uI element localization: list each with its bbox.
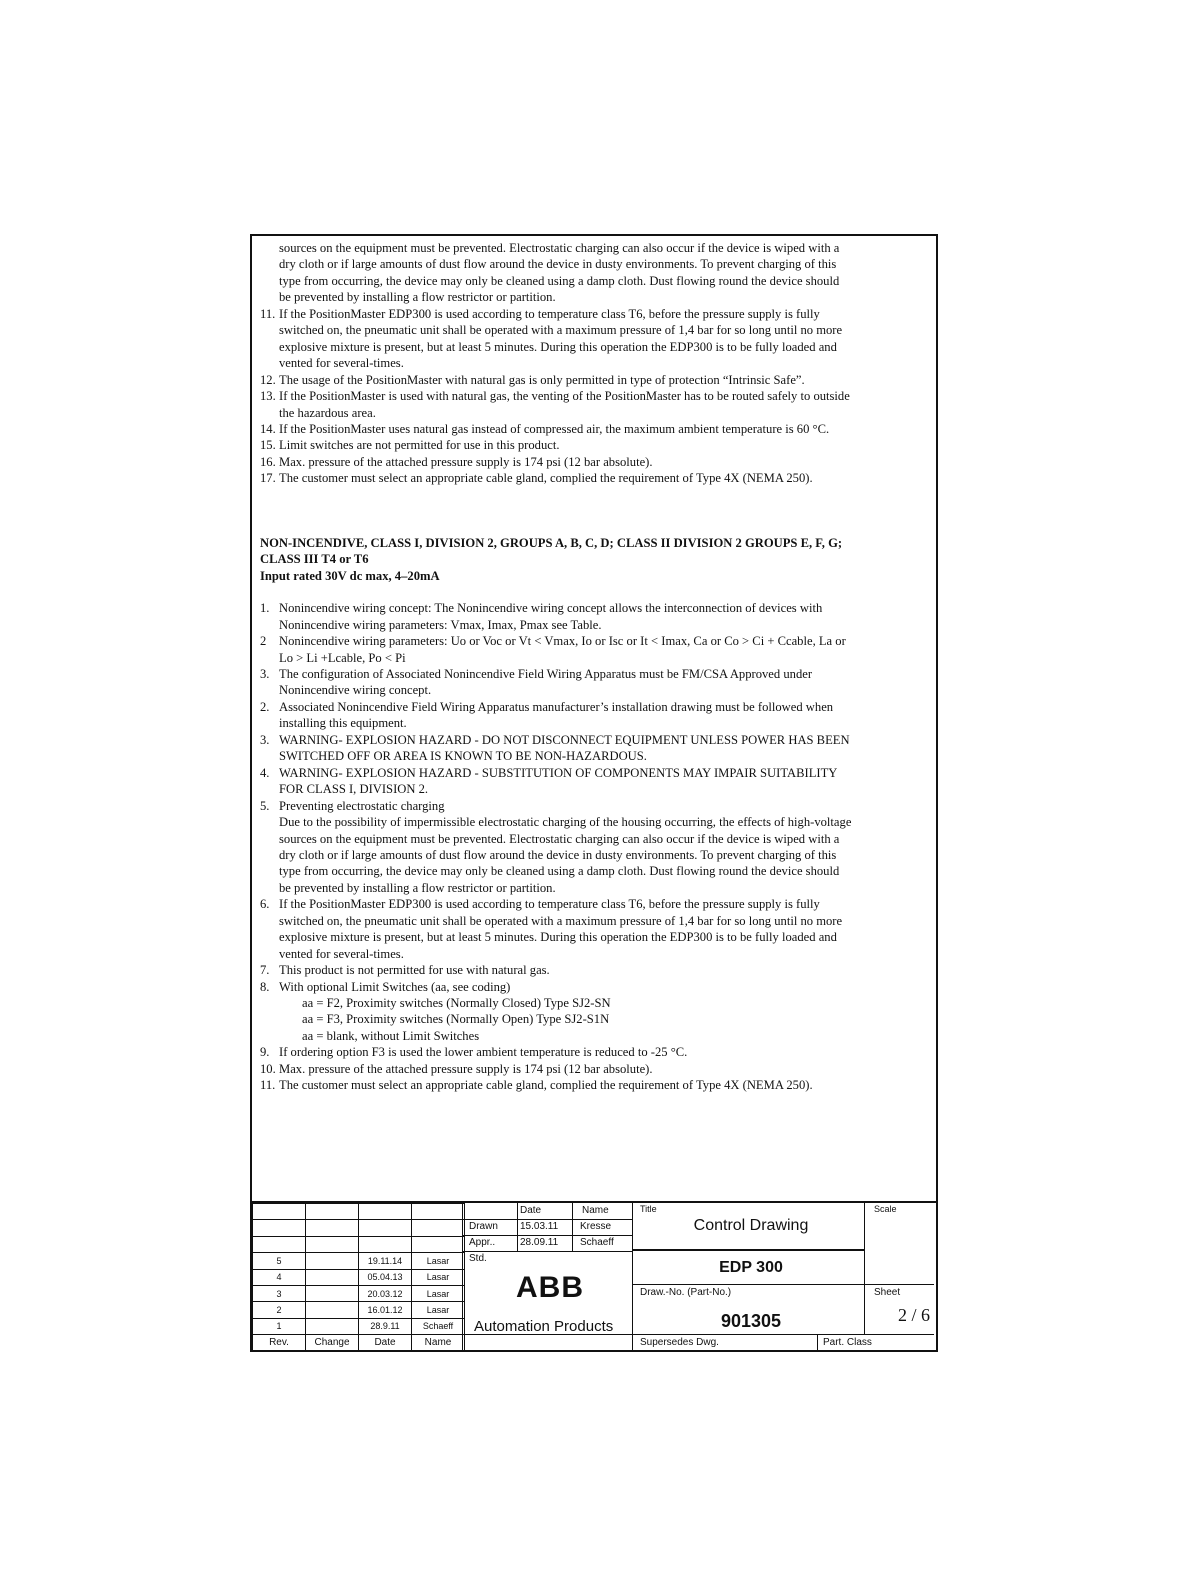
appr-label: Appr.. <box>469 1237 496 1248</box>
list-item-number: 10. <box>260 1061 276 1076</box>
list-item-line: Nonincendive wiring parameters: Vmax, Imax, Pmax see Table. <box>279 617 602 632</box>
revision-change <box>306 1253 359 1269</box>
revision-header-date: Date <box>359 1335 412 1351</box>
list-subitem: aa = blank, without Limit Switches <box>302 1028 480 1043</box>
revision-change <box>306 1318 359 1334</box>
revision-cell <box>253 1220 306 1236</box>
std-label: Std. <box>469 1253 487 1264</box>
list-item <box>260 765 930 798</box>
title-block <box>252 1201 936 1352</box>
list-item-line: dry cloth or if large amounts of dust flow around the device in dusty environments. To prevent charging of this <box>279 847 837 862</box>
list-item-number: 12. <box>260 372 276 387</box>
list-item <box>260 388 930 421</box>
spacer <box>260 487 930 535</box>
revision-cell <box>306 1220 359 1236</box>
list-item-line: switched on, the pneumatic unit shall be operated with a maximum pressure of 1,4 bar for so long until no more <box>279 323 843 338</box>
product-name: EDP 300 <box>719 1259 783 1276</box>
list-item-line: If the PositionMaster EDP300 is used according to temperature class T6, before the pressure supply is fully <box>279 306 820 321</box>
list-subitem: aa = F2, Proximity switches (Normally Closed) Type SJ2-SN <box>302 996 611 1011</box>
revision-row <box>253 1302 465 1318</box>
list-item-line: Nonincendive wiring concept. <box>279 683 432 698</box>
paragraph-line: dry cloth or if large amounts of dust flow around the device in dusty environments. To prevent charging of this <box>279 257 837 272</box>
list-item-line: Due to the possibility of impermissible electrostatic charging of the housing occurring, the effects of high-voltage <box>279 815 852 830</box>
appr-date: 28.09.11 <box>520 1237 559 1248</box>
list-item-line: vented for several-times. <box>279 356 404 371</box>
scale-label: Scale <box>874 1204 897 1214</box>
list-item <box>260 979 930 1045</box>
revision-header-name: Name <box>412 1335 465 1351</box>
spacer <box>260 584 930 600</box>
list-item-line: explosive mixture is present, but at least 5 minutes. During this operation the EDP300 is to be fully loaded and <box>279 930 837 945</box>
list-item <box>260 1077 930 1093</box>
revision-name: Schaeff <box>412 1318 465 1334</box>
revision-row-empty <box>253 1220 465 1236</box>
list-item-number: 11. <box>260 306 276 321</box>
list-item-number: 7. <box>260 963 270 978</box>
list-item-line: WARNING- EXPLOSION HAZARD - SUBSTITUTION OF COMPONENTS MAY IMPAIR SUITABILITY <box>279 765 838 780</box>
list-item-line: Max. pressure of the attached pressure supply is 174 psi (12 bar absolute). <box>279 454 653 469</box>
list-item-line: installing this equipment. <box>279 716 407 731</box>
revision-name: Lasar <box>412 1253 465 1269</box>
revision-cell <box>412 1236 465 1252</box>
revision-row-empty <box>253 1204 465 1220</box>
revision-row <box>253 1269 465 1285</box>
list-item-line: vented for several-times. <box>279 946 404 961</box>
list-item-number: 2 <box>260 634 267 649</box>
list-item <box>260 1061 930 1077</box>
list-item-line: Nonincendive wiring concept: The Nonincendive wiring concept allows the interconnection of devices with <box>279 601 823 616</box>
revision-change <box>306 1285 359 1301</box>
revision-cell <box>253 1204 306 1220</box>
revision-cell <box>359 1220 412 1236</box>
revision-row <box>253 1285 465 1301</box>
revision-cell <box>359 1204 412 1220</box>
revision-table <box>252 1203 465 1352</box>
list-item-line: switched on, the pneumatic unit shall be operated with a maximum pressure of 1,4 bar for so long until no more <box>279 913 843 928</box>
drawn-label: Drawn <box>469 1221 498 1232</box>
list-item <box>260 470 930 486</box>
drawing-title: Control Drawing <box>693 1217 809 1234</box>
list-item <box>260 1044 930 1060</box>
section-heading: CLASS III T4 or T6 <box>260 552 369 567</box>
list-item-line: With optional Limit Switches (aa, see coding) <box>279 979 511 994</box>
revision-row <box>253 1253 465 1269</box>
revision-date: 28.9.11 <box>359 1318 412 1334</box>
sheet-number: 2 / 6 <box>897 1305 930 1325</box>
list-item <box>260 372 930 388</box>
revision-cell <box>306 1236 359 1252</box>
list-item-line: explosive mixture is present, but at least 5 minutes. During this operation the EDP300 is to be fully loaded and <box>279 339 837 354</box>
list-item-line: This product is not permitted for use with natural gas. <box>279 963 550 978</box>
list-item-number: 3. <box>260 732 270 747</box>
list-item-number: 14. <box>260 421 276 436</box>
list-item-line: FOR CLASS I, DIVISION 2. <box>279 782 429 797</box>
list-item-number: 13. <box>260 389 276 404</box>
list-item-line: The customer must select an appropriate cable gland, complied the requirement of Type 4X (NEMA 250). <box>279 471 813 486</box>
list-item-line: Associated Nonincendive Field Wiring Apparatus manufacturer’s installation drawing must be followed when <box>279 699 834 714</box>
approvals-date-header: Date <box>520 1205 542 1216</box>
revision-cell <box>253 1236 306 1252</box>
paragraph-line: type from occurring, the device may only be cleaned using a damp cloth. Dust flowing round the device should <box>279 273 840 288</box>
list-item-line: be prevented by installing a flow restrictor or partition. <box>279 880 556 895</box>
list-item-number: 16. <box>260 454 276 469</box>
list-item-number: 17. <box>260 471 276 486</box>
list-item-line: Limit switches are not permitted for use in this product. <box>279 438 560 453</box>
drawn-name: Kresse <box>580 1221 612 1232</box>
list-item <box>260 454 930 470</box>
list-item <box>260 306 930 372</box>
revision-header-change: Change <box>306 1335 359 1351</box>
list-item-number: 9. <box>260 1045 270 1060</box>
drawing-number: 901305 <box>720 1311 782 1331</box>
list-subitem: aa = F3, Proximity switches (Normally Open) Type SJ2-S1N <box>302 1012 610 1027</box>
appr-name: Schaeff <box>580 1237 614 1248</box>
approvals-name-header: Name <box>582 1205 609 1216</box>
revision-row-empty <box>253 1236 465 1252</box>
list-item-number: 8. <box>260 979 270 994</box>
list-item-line: If the PositionMaster EDP300 is used according to temperature class T6, before the pressure supply is fully <box>279 897 820 912</box>
document-body <box>260 240 930 1094</box>
list-item <box>260 437 930 453</box>
list-item-line: Max. pressure of the attached pressure supply is 174 psi (12 bar absolute). <box>279 1061 653 1076</box>
revision-cell <box>306 1204 359 1220</box>
drawn-date: 15.03.11 <box>520 1221 559 1232</box>
revision-cell <box>412 1204 465 1220</box>
revision-rev: 4 <box>253 1269 306 1285</box>
list-item-line: If the PositionMaster is used with natural gas, the venting of the PositionMaster has to be routed safely to outside <box>279 389 850 404</box>
company-name: Automation Products <box>474 1318 614 1335</box>
list-item <box>260 600 930 633</box>
list-item-line: If the PositionMaster uses natural gas instead of compressed air, the maximum ambient temperature is 60 °C. <box>279 421 830 436</box>
list-item-line: SWITCHED OFF OR AREA IS KNOWN TO BE NON-HAZARDOUS. <box>279 749 647 764</box>
abb-logo: ABB <box>516 1271 584 1304</box>
list-item <box>260 896 930 962</box>
list-item-line: The configuration of Associated Nonincendive Field Wiring Apparatus must be FM/CSA Approved under <box>279 666 813 681</box>
revision-cell <box>412 1220 465 1236</box>
title-label: Title <box>640 1204 657 1214</box>
section-heading: Input rated 30V dc max, 4–20mA <box>260 568 440 583</box>
revision-name: Lasar <box>412 1269 465 1285</box>
list-item-line: The customer must select an appropriate cable gland, complied the requirement of Type 4X (NEMA 250). <box>279 1078 813 1093</box>
revision-rev: 3 <box>253 1285 306 1301</box>
drawing-frame <box>250 234 938 1352</box>
list-item <box>260 633 930 666</box>
list-item-number: 6. <box>260 897 270 912</box>
sheet-label: Sheet <box>874 1287 901 1298</box>
revision-row <box>253 1318 465 1334</box>
list-item-line: sources on the equipment must be prevented. Electrostatic charging can also occur if the device is wiped with a <box>279 831 840 846</box>
revision-header-row <box>253 1335 465 1351</box>
list-item-line: Lo > Li +Lcable, Po < Pi <box>279 650 406 665</box>
revision-date: 20.03.12 <box>359 1285 412 1301</box>
list-item-number: 11. <box>260 1078 276 1093</box>
section-heading: NON-INCENDIVE, CLASS I, DIVISION 2, GROUPS A, B, C, D; CLASS II DIVISION 2 GROUPS E, F, G; <box>260 535 843 550</box>
list-item-number: 5. <box>260 798 270 813</box>
revision-date: 16.01.12 <box>359 1302 412 1318</box>
draw-no-label: Draw.-No. (Part-No.) <box>640 1287 732 1298</box>
list-item-line: WARNING- EXPLOSION HAZARD - DO NOT DISCONNECT EQUIPMENT UNLESS POWER HAS BEEN <box>279 732 850 747</box>
revision-name: Lasar <box>412 1285 465 1301</box>
revision-date: 05.04.13 <box>359 1269 412 1285</box>
revision-name: Lasar <box>412 1302 465 1318</box>
list-item-line: If ordering option F3 is used the lower ambient temperature is reduced to -25 °C. <box>279 1045 688 1060</box>
list-item-number: 2. <box>260 699 270 714</box>
list-item-number: 4. <box>260 765 270 780</box>
list-item <box>260 732 930 765</box>
list-item <box>260 666 930 699</box>
revision-cell <box>359 1236 412 1252</box>
list-item-number: 1. <box>260 601 270 616</box>
list-item <box>260 699 930 732</box>
list-item <box>260 962 930 978</box>
list-item <box>260 421 930 437</box>
revision-change <box>306 1269 359 1285</box>
list-item <box>260 798 930 897</box>
revision-rev: 5 <box>253 1253 306 1269</box>
revision-change <box>306 1302 359 1318</box>
list-item-line: type from occurring, the device may only be cleaned using a damp cloth. Dust flowing round the device should <box>279 864 840 879</box>
revision-rev: 1 <box>253 1318 306 1334</box>
revision-date: 19.11.14 <box>359 1253 412 1269</box>
supersedes-label: Supersedes Dwg. <box>640 1337 719 1348</box>
paragraph-line: sources on the equipment must be prevented. Electrostatic charging can also occur if the device is wiped with a <box>279 241 840 255</box>
list-item-number: 15. <box>260 438 276 453</box>
list-item-number: 3. <box>260 666 270 681</box>
list-item-line: Nonincendive wiring parameters: Uo or Voc or Vt < Vmax, Io or Isc or It < Imax, Ca or Co > Ci + Ccable, La or <box>279 634 846 649</box>
paragraph-line: be prevented by installing a flow restrictor or partition. <box>279 290 556 305</box>
list-item-line: Preventing electrostatic charging <box>279 798 445 813</box>
revision-header-rev: Rev. <box>253 1335 306 1351</box>
revision-rev: 2 <box>253 1302 306 1318</box>
part-class-label: Part. Class <box>823 1337 872 1348</box>
list-item-line: The usage of the PositionMaster with natural gas is only permitted in type of protection “Intrinsic Safe”. <box>279 372 805 387</box>
list-item-line: the hazardous area. <box>279 405 376 420</box>
